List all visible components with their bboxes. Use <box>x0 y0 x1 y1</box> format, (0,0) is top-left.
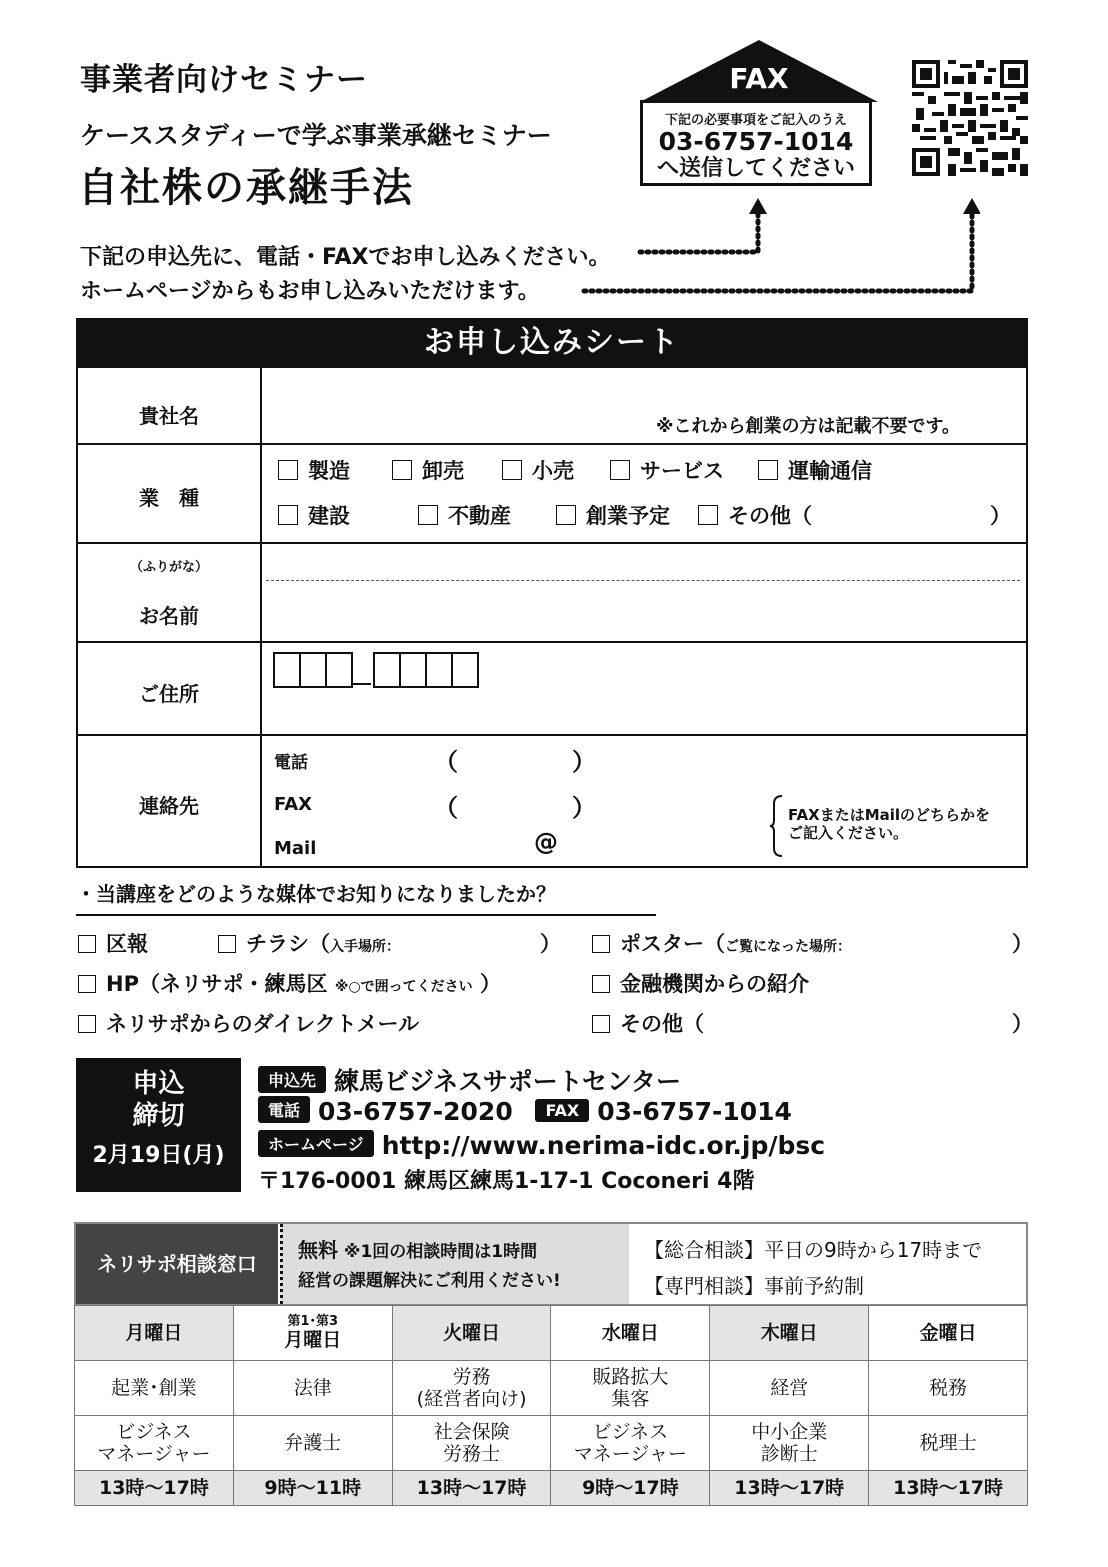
contact-note: FAXまたはMailのどちらかを ご記入ください。 <box>788 806 991 842</box>
name-input[interactable] <box>266 585 1024 637</box>
seminar-title: 自社株の承継手法 <box>78 165 414 211</box>
flyer-close-paren: ） <box>540 932 561 956</box>
time-cell: 9時～17時 <box>551 1471 710 1506</box>
row-divider <box>76 542 1028 544</box>
topic-cell: 販路拡大 集客 <box>551 1361 710 1416</box>
consult-free-line2: 経営の課題解決にご利用ください! <box>298 1271 561 1291</box>
consult-special: 【専門相談】事前予約制 <box>644 1274 864 1298</box>
furigana-input[interactable] <box>266 546 1024 576</box>
consult-free: 無料 ※1回の相談時間は1時間 <box>298 1238 538 1262</box>
industry-checkbox-transport[interactable]: 運輸通信 <box>758 455 872 485</box>
consult-general: 【総合相談】平日の9時から17時まで <box>644 1238 983 1262</box>
postal-code-field[interactable] <box>273 652 477 690</box>
company-label: 貴社名 <box>139 404 199 428</box>
industry-checkbox-realestate[interactable]: 不動産 <box>418 500 511 530</box>
furigana-label: （ふりがな） <box>129 560 208 575</box>
survey-underline <box>76 914 656 916</box>
fax-input[interactable] <box>330 788 750 820</box>
seminar-category: 事業者向けセミナー <box>80 62 368 98</box>
day-cell: 木曜日 <box>710 1306 869 1361</box>
survey-option-flyer[interactable]: チラシ（入手場所： <box>218 928 400 958</box>
fax-close-paren: ） <box>572 794 596 822</box>
time-cell: 9時～11時 <box>233 1471 392 1506</box>
fax-box <box>640 100 872 186</box>
lead-text-2: ホームページからもお申し込みいただけます。 <box>80 279 540 304</box>
staff-cell: 中小企業 診断士 <box>710 1416 869 1471</box>
staff-cell: 社会保険 労務士 <box>392 1416 551 1471</box>
arrow-to-fax-icon <box>580 190 980 300</box>
industry-label: 業 種 <box>139 486 199 510</box>
brace-icon <box>770 794 784 858</box>
industry-checkbox-construction[interactable]: 建設 <box>278 500 350 530</box>
mail-label: Mail <box>274 838 317 859</box>
industry-checkbox-manufacturing[interactable]: 製造 <box>278 455 350 485</box>
topic-cell: 労務 (経営者向け) <box>392 1361 551 1416</box>
industry-checkbox-startup[interactable]: 創業予定 <box>556 500 670 530</box>
qr-code-icon[interactable] <box>912 60 1028 176</box>
survey-option-poster[interactable]: ポスター（ご覧になった場所： <box>592 928 851 958</box>
topic-cell: 経営 <box>710 1361 869 1416</box>
other-close-paren: ） <box>1012 1012 1033 1036</box>
phone-open-paren: （ <box>434 748 458 776</box>
phone-close-paren: ） <box>572 748 596 776</box>
consult-schedule-table <box>74 1305 1028 1506</box>
survey-option-hp[interactable]: HP（ネリサポ・練馬区 ※○で囲ってください ） <box>78 968 501 998</box>
fax-note: 下記の必要事項をご記入のうえ <box>664 113 847 128</box>
industry-checkbox-wholesale[interactable]: 卸売 <box>392 455 464 485</box>
topic-cell: 税務 <box>869 1361 1028 1416</box>
fax-send-text: へ送信してください <box>656 156 855 181</box>
contact-label: 連絡先 <box>139 794 199 818</box>
topic-cell: 起業･創業 <box>75 1361 234 1416</box>
industry-checkbox-retail[interactable]: 小売 <box>502 455 574 485</box>
time-cell: 13時～17時 <box>710 1471 869 1506</box>
industry-checkbox-service[interactable]: サービス <box>610 455 724 485</box>
survey-option-bank[interactable]: 金融機関からの紹介 <box>592 968 809 998</box>
seminar-subtitle: ケーススタディーで学ぶ事業承継セミナー <box>80 121 552 150</box>
name-label: お名前 <box>139 604 199 628</box>
day-cell: 金曜日 <box>869 1306 1028 1361</box>
row-divider <box>76 641 1028 643</box>
staff-cell: 弁護士 <box>233 1416 392 1471</box>
deadline-box: 申込 締切 2月19日(月) <box>76 1058 241 1192</box>
mail-input[interactable] <box>330 830 750 862</box>
address-label: ご住所 <box>139 682 199 706</box>
phone-input[interactable] <box>330 742 750 774</box>
company-note: ※これから創業の方は記載不要です。 <box>656 416 961 437</box>
survey-option-other[interactable]: その他（ <box>592 1008 704 1038</box>
row-divider <box>76 443 1028 445</box>
time-cell: 13時～17時 <box>75 1471 234 1506</box>
staff-cell: ビジネス マネージャー <box>551 1416 710 1471</box>
day-cell: 月曜日 <box>75 1306 234 1361</box>
deadline-date: 2月19日(月) <box>92 1143 225 1168</box>
staff-cell: 税理士 <box>869 1416 1028 1471</box>
time-cell: 13時～17時 <box>869 1471 1028 1506</box>
homepage-link: http://www.nerima-idc.or.jp/bsc <box>381 1131 826 1160</box>
staff-cell: ビジネス マネージャー <box>75 1416 234 1471</box>
apply-destination: 申込先 練馬ビジネスサポートセンター <box>258 1062 681 1098</box>
industry-checkbox-other[interactable]: その他（ <box>698 500 812 530</box>
apply-phone-fax: 電話 03-6757-2020 FAX 03-6757-1014 <box>258 1096 792 1126</box>
time-cell: 13時～17時 <box>392 1471 551 1506</box>
fax-label: FAX <box>729 62 789 95</box>
phone-label: 電話 <box>274 753 308 773</box>
lead-text-1: 下記の申込先に、電話・FAXでお申し込みください。 <box>80 245 611 270</box>
day-cell: 水曜日 <box>551 1306 710 1361</box>
survey-question: ・当講座をどのような媒体でお知りになりましたか？ <box>76 882 556 906</box>
day-cell: 第1･第3 月曜日 <box>233 1306 392 1361</box>
survey-option-dm[interactable]: ネリサポからのダイレクトメール <box>78 1008 419 1038</box>
fax-field-label: FAX <box>274 794 313 815</box>
day-cell: 火曜日 <box>392 1306 551 1361</box>
poster-close-paren: ） <box>1012 932 1033 956</box>
survey-option-koho[interactable]: 区報 <box>78 928 148 958</box>
fax-open-paren: （ <box>434 794 458 822</box>
furigana-divider <box>266 580 1020 581</box>
form-heading: お申し込みシート <box>76 318 1028 368</box>
mail-at: @ <box>534 828 558 856</box>
industry-other-close: ） <box>990 504 1011 528</box>
consult-title: ネリサポ相談窓口 <box>76 1224 278 1304</box>
topic-cell: 法律 <box>233 1361 392 1416</box>
row-divider <box>76 734 1028 736</box>
apply-address: 〒176-0001 練馬区練馬1-17-1 Coconeri 4階 <box>258 1169 755 1194</box>
apply-homepage[interactable]: ホームページ http://www.nerima-idc.or.jp/bsc <box>258 1130 825 1160</box>
fax-number: 03-6757-1014 <box>658 127 854 156</box>
